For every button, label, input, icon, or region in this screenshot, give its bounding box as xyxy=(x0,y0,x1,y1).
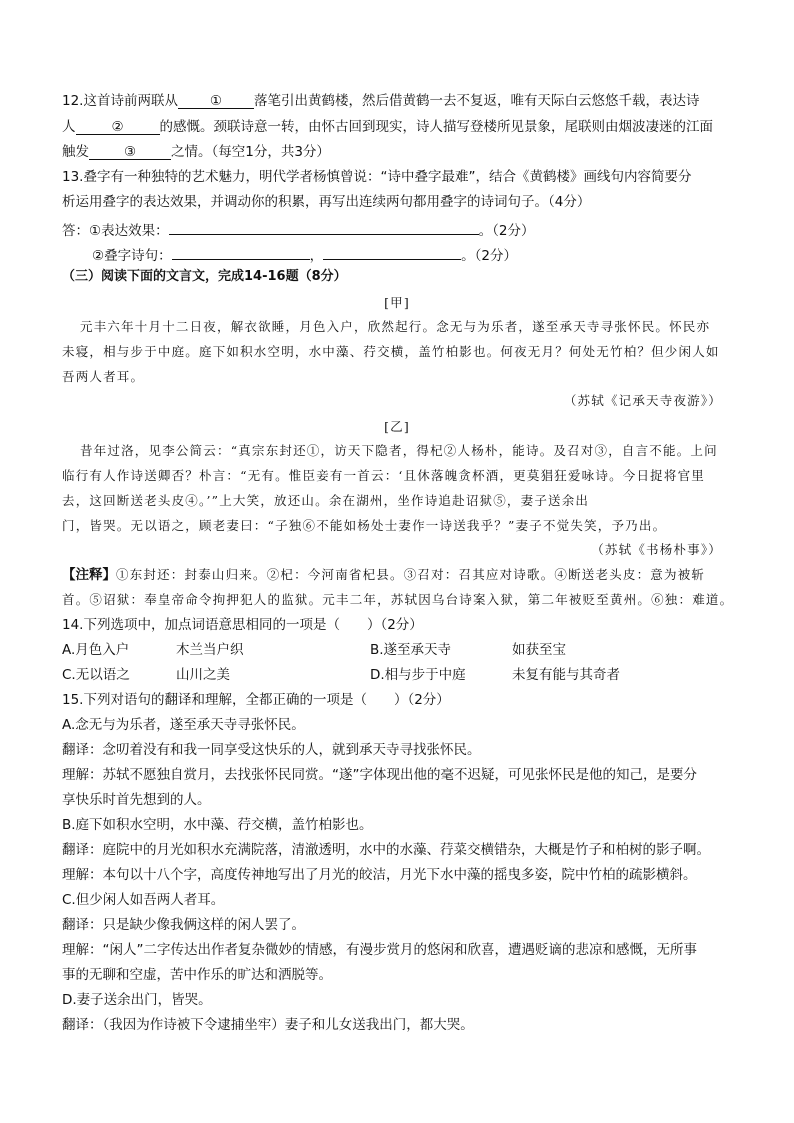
q14-stem: 14.下列选项中，加点词语意思相同的一项是（ ）（2分） xyxy=(62,617,423,633)
q12-text: 的感慨。颈联诗意一转，由怀古回到现实，诗人描写登楼所见景象，尾联则由烟波凄迷的江面 xyxy=(159,119,713,135)
notes-label: 【注释】 xyxy=(62,567,116,583)
q15-understanding: 理解：本句以十八个字，高度传神地写出了月光的皎洁，月光下水中藻的摇曳多姿，院中竹柏的疏影横斜。 xyxy=(62,867,697,883)
blank-marker: ③ xyxy=(123,144,137,160)
notes-line-1 xyxy=(62,566,705,584)
q15-option-b[interactable]: B.庭下如积水空明，水中藻、荇交横，盖竹柏影也。 xyxy=(62,817,373,833)
answer-points: 。（2分） xyxy=(478,223,535,239)
notes-line-2: 首。⑤诏狱：奉皇帝命令拘押犯人的监狱。元丰二年，苏轼因乌台诗案入狱，第二年被贬至黄州。⑥独：难道。 xyxy=(62,592,734,607)
q12-blank-1[interactable] xyxy=(178,92,254,109)
q15-translation: 翻译：（我因为作诗被下令逮捕坐牢）妻子和儿女送我出门，都大哭。 xyxy=(62,1017,474,1033)
passage-yi-line: 门，皆哭。无以语之，顾老妻曰：“子独⑥不能如杨处士妻作一诗送我乎？”妻子不觉失笑，予乃出。 xyxy=(62,518,667,533)
q14-option-d[interactable] xyxy=(370,666,466,684)
q12-text: 人 xyxy=(62,119,76,135)
section-title: （三）阅读下面的文言文，完成14-16题（8分） xyxy=(62,269,347,284)
answer-field-line-2[interactable] xyxy=(323,243,461,260)
passage-jia-line: 未寝，相与步于中庭。庭下如积水空明，水中藻、荇交横，盖竹柏影也。何夜无月？何处无竹柏？但少闲人如 xyxy=(62,344,720,359)
passage-jia-heading: [甲] xyxy=(384,295,410,310)
answer-label: 答：①表达效果： xyxy=(62,223,169,239)
q15-option-c[interactable]: C.但少闲人如吾两人者耳。 xyxy=(62,892,225,908)
q15-understanding: 理解：“闲人”二字传达出作者复杂微妙的情感，有漫步赏月的悠闲和欣喜，遭遇贬谪的悲凉和感慨，无所事 xyxy=(62,942,697,958)
answer-points: 。（2分） xyxy=(461,248,517,264)
option-left: D.相与步于中庭 xyxy=(370,667,466,683)
q12-text: 触发 xyxy=(62,144,89,160)
q15-understanding-cont: 事的无聊和空虚，苦中作乐的旷达和洒脱等。 xyxy=(62,967,332,983)
q14-option-c[interactable] xyxy=(62,666,130,684)
passage-yi-line: 去，这回断送老头皮④。’”上大笑，放还山。余在湖州，坐作诗追赴诏狱⑤，妻子送余出 xyxy=(62,493,590,508)
blank-marker: ② xyxy=(111,119,124,135)
answer-label: ②叠字诗句： xyxy=(92,248,172,264)
passage-yi-line: 昔年过洛，见李公简云：“真宗东封还①，访天下隐者，得杞②人杨朴，能诗。及召对③，自言不能。上问 xyxy=(80,443,718,458)
q15-stem: 15.下列对语句的翻译和理解，全都正确的一项是（ ）（2分） xyxy=(62,692,450,708)
option-left: B.遂至承天寺 xyxy=(370,642,452,658)
passage-jia-line: 元丰六年十月十二日夜，解衣欲睡，月色入户，欣然起行。念无与为乐者，遂至承天寺寻张怀民。怀民亦 xyxy=(80,319,711,334)
blank-marker: ① xyxy=(209,93,223,109)
q13-stem-line-2: 析运用叠字的表达效果，并调动你的积累，再写出连续两句都用叠字的诗词句子。（4分） xyxy=(62,194,591,210)
passage-jia-line: 吾两人者耳。 xyxy=(62,369,145,384)
q12-text: 落笔引出黄鹤楼，然后借黄鹤一去不复返，唯有天际白云悠悠千载，表达诗 xyxy=(253,93,700,109)
q14-option-a[interactable] xyxy=(62,641,129,659)
answer-field-line-1[interactable] xyxy=(172,243,310,260)
q14-option-b[interactable] xyxy=(370,641,451,659)
option-b-compare: 如获至宝 xyxy=(512,642,566,658)
q13-answer-1 xyxy=(62,218,534,240)
notes-text: ①东封还：封泰山归来。②杞：今河南省杞县。③召对：召其应对诗歌。④断送老头皮：意为被斩 xyxy=(116,567,706,582)
passage-yi-line: 临行有人作诗送卿否？朴言：“无有。惟臣妾有一首云：‘且休落魄贪杯酒，更莫猖狂爱咏诗。今日捉将官里 xyxy=(62,468,705,483)
q15-understanding-cont: 享快乐时首先想到的人。 xyxy=(62,792,211,808)
q12-blank-3[interactable] xyxy=(89,143,171,160)
q12-line-2 xyxy=(62,118,713,136)
passage-yi-heading: [乙] xyxy=(384,419,410,434)
answer-field-effect[interactable] xyxy=(169,218,479,235)
option-left: C.无以语之 xyxy=(62,667,130,683)
option-d-compare: 未复有能与其奇者 xyxy=(512,667,620,683)
q15-translation: 翻译：只是缺少像我俩这样的闲人罢了。 xyxy=(62,917,305,933)
q12-blank-2[interactable] xyxy=(76,118,160,135)
q13-stem-line-1: 13.叠字有一种独特的艺术魅力，明代学者杨慎曾说：“诗中叠字最难”，结合《黄鹤楼》画线句内容简要分 xyxy=(62,169,692,185)
q12-line-3 xyxy=(62,143,330,161)
comma: ， xyxy=(309,248,324,264)
q13-answer-2 xyxy=(92,243,517,265)
q12-line-1 xyxy=(62,92,699,110)
option-a-compare: 木兰当户织 xyxy=(176,642,244,658)
q15-option-d[interactable]: D.妻子送余出门，皆哭。 xyxy=(62,992,212,1008)
option-c-compare: 山川之美 xyxy=(176,667,230,683)
option-left: A.月色入户 xyxy=(62,642,130,658)
q15-translation: 翻译：庭院中的月光如积水充满院落，清澈透明，水中的水藻、荇菜交横错杂，大概是竹子和柏树的影子啊。 xyxy=(62,842,710,858)
passage-jia-source: （苏轼《记承天寺夜游》） xyxy=(563,393,722,408)
q12-text: 12.这首诗前两联从 xyxy=(62,93,178,109)
passage-yi-source: （苏轼《书杨朴事》） xyxy=(591,542,722,557)
q15-understanding: 理解：苏轼不愿独自赏月，去找张怀民同赏。“遂”字体现出他的毫不迟疑，可见张怀民是他的知己，是要分 xyxy=(62,767,697,783)
q12-text: 之情。（每空1分，共3分） xyxy=(171,144,330,160)
q15-translation: 翻译：念叨着没有和我一同享受这快乐的人，就到承天寺寻找张怀民。 xyxy=(62,742,481,758)
q15-option-a[interactable]: A.念无与为乐者，遂至承天寺寻张怀民。 xyxy=(62,717,305,733)
